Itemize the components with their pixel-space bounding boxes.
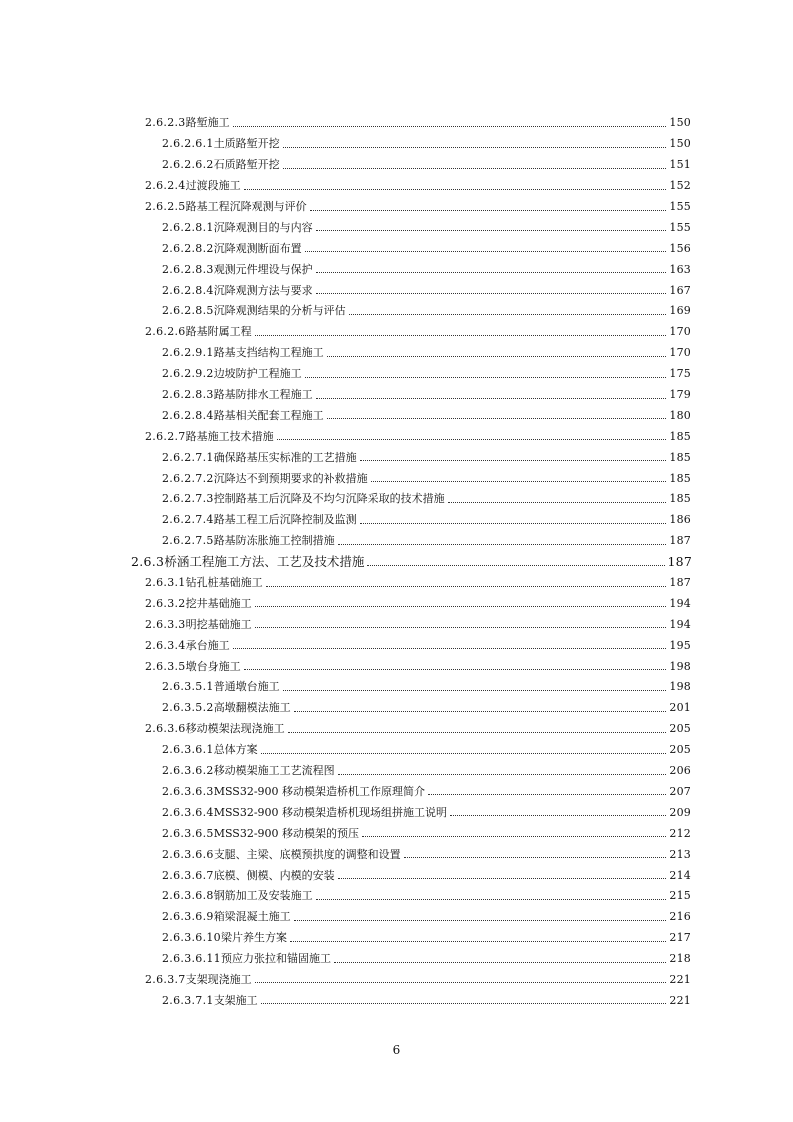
toc-entry-number: 2.6.2.7.2 xyxy=(162,471,214,485)
toc-entry-page: 167 xyxy=(669,283,691,297)
toc-entry-title: 墩台身施工 xyxy=(185,659,241,673)
toc-entry-page: 155 xyxy=(669,220,691,234)
toc-entry-title: 挖井基础施工 xyxy=(185,596,252,610)
toc-entry-page: 205 xyxy=(669,722,691,736)
toc-entry-page: 201 xyxy=(669,701,691,715)
toc-entry-page: 163 xyxy=(669,262,691,276)
toc-entry-title: 钻孔桩基础施工 xyxy=(185,576,263,590)
toc-entry-title: 路基工程沉降观测与评价 xyxy=(185,200,307,213)
toc-entry-page: 185 xyxy=(669,471,691,485)
dot-leader xyxy=(261,1003,667,1004)
dot-leader xyxy=(428,794,666,795)
toc-entry-number: 2.6.3.6.4 xyxy=(162,805,214,819)
toc-entry-number: 2.6.2.8.1 xyxy=(162,220,214,234)
toc-entry-number: 2.6.3.6.6 xyxy=(162,847,214,861)
toc-entry-title: 确保路基压实标准的工艺措施 xyxy=(213,450,357,464)
toc-entry-number: 2.6.3.6.8 xyxy=(162,889,214,903)
toc-entry-page: 194 xyxy=(669,596,691,610)
toc-entry-page: 221 xyxy=(669,972,691,986)
dot-leader xyxy=(294,920,667,921)
toc-entry-title: 路基工程工后沉降控制及监测 xyxy=(213,513,357,527)
dot-leader xyxy=(261,753,667,754)
dot-leader xyxy=(305,377,667,378)
toc-entry-page: 175 xyxy=(669,367,691,381)
toc-entry-number: 2.6.3.6.10 xyxy=(162,931,221,945)
toc-entry-page: 187 xyxy=(667,554,692,570)
toc-entry-title: 石质路堑开挖 xyxy=(213,158,280,172)
toc-entry-page: 170 xyxy=(669,346,691,360)
toc-entry-page: 187 xyxy=(669,576,691,590)
toc-entry-title: 路基防冻胀施工控制措施 xyxy=(213,534,335,548)
toc-entry[interactable] xyxy=(0,155,793,176)
toc-entry-number: 2.6.2.7.3 xyxy=(162,492,214,506)
toc-entry-page: 185 xyxy=(669,429,691,443)
toc-entry[interactable] xyxy=(0,176,793,197)
toc-entry-title: 底模、侧模、内模的安装 xyxy=(213,868,335,882)
toc-entry-number: 2.6.2.6.1 xyxy=(162,137,214,151)
toc-entry-title: 支架现浇施工 xyxy=(185,972,252,986)
toc-entry[interactable] xyxy=(0,280,793,301)
toc-entry-page: 155 xyxy=(669,200,691,213)
toc-entry[interactable] xyxy=(0,238,793,259)
toc-entry-number: 2.6.3.6.3 xyxy=(162,784,214,798)
toc-entry-number: 2.6.2.8.3 xyxy=(162,262,214,276)
toc-entry[interactable] xyxy=(0,928,793,949)
toc-entry-page: 205 xyxy=(669,743,691,757)
toc-entry-number: 2.6.3.6.1 xyxy=(162,743,214,757)
toc-entry-page: 150 xyxy=(669,116,691,130)
toc-entry-number: 2.6.3.5.1 xyxy=(162,680,214,694)
toc-entry-number: 2.6.3.5.2 xyxy=(162,701,214,715)
toc-entry[interactable] xyxy=(0,761,793,782)
toc-entry[interactable] xyxy=(0,322,793,343)
toc-entry-page: 198 xyxy=(669,680,691,694)
toc-entry-title: 边坡防护工程施工 xyxy=(213,367,302,381)
table-of-contents xyxy=(0,113,793,1011)
dot-leader xyxy=(404,857,667,858)
toc-entry[interactable] xyxy=(0,447,793,468)
dot-leader xyxy=(283,147,667,148)
toc-entry-number: 2.6.2.7.1 xyxy=(162,450,214,464)
toc-entry-title: 路堑施工 xyxy=(185,116,230,130)
toc-entry-title: 路基附属工程 xyxy=(185,325,252,339)
toc-entry-page: 218 xyxy=(669,952,691,966)
toc-entry-page: 186 xyxy=(669,513,691,527)
toc-entry-page: 187 xyxy=(669,534,691,548)
toc-entry-page: 185 xyxy=(669,492,691,506)
toc-entry-page: 221 xyxy=(669,993,691,1007)
dot-leader xyxy=(233,126,667,127)
toc-entry[interactable] xyxy=(0,907,793,928)
toc-entry-page: 150 xyxy=(669,137,691,151)
dot-leader xyxy=(327,418,667,419)
toc-entry[interactable] xyxy=(0,635,793,656)
toc-entry[interactable] xyxy=(0,886,793,907)
toc-entry[interactable] xyxy=(0,614,793,635)
toc-entry-number: 2.6.2.9.1 xyxy=(162,346,214,360)
toc-entry-number: 2.6.2.5 xyxy=(145,200,186,213)
dot-leader xyxy=(316,230,667,231)
toc-entry-number: 2.6.3 xyxy=(131,554,165,570)
toc-entry[interactable] xyxy=(0,197,793,218)
toc-entry-page: 195 xyxy=(669,638,691,652)
toc-entry-number: 2.6.2.4 xyxy=(145,179,186,193)
toc-entry-number: 2.6.3.6.9 xyxy=(162,910,214,924)
toc-entry-title: 路基施工技术措施 xyxy=(185,429,274,443)
toc-entry-page: 206 xyxy=(669,764,691,778)
toc-entry-title: MSS32-900 移动模架造桥机工作原理简介 xyxy=(213,784,426,798)
toc-entry-number: 2.6.3.6.5 xyxy=(162,826,214,840)
toc-entry-page: 170 xyxy=(669,325,691,339)
dot-leader xyxy=(327,356,667,357)
toc-entry-page: 194 xyxy=(669,617,691,631)
dot-leader xyxy=(338,774,667,775)
toc-entry-number: 2.6.3.6.7 xyxy=(162,868,214,882)
toc-entry[interactable] xyxy=(0,782,793,803)
toc-entry[interactable] xyxy=(0,343,793,364)
toc-entry[interactable] xyxy=(0,134,793,155)
toc-entry-title: 路基相关配套工程施工 xyxy=(213,408,324,422)
toc-entry[interactable] xyxy=(0,405,793,426)
toc-entry-number: 2.6.2.9.2 xyxy=(162,367,214,381)
toc-entry-title: 高墩翻模法施工 xyxy=(213,701,291,715)
dot-leader xyxy=(316,398,667,399)
toc-entry-number: 2.6.2.6.2 xyxy=(162,158,214,172)
toc-entry-page: 217 xyxy=(669,931,691,945)
toc-entry-title: 控制路基工后沉降及不均匀沉降采取的技术措施 xyxy=(213,492,445,506)
toc-entry-title: 明挖基础施工 xyxy=(185,617,252,631)
toc-entry-number: 2.6.3.6 xyxy=(145,722,186,736)
toc-entry[interactable] xyxy=(0,698,793,719)
toc-entry-number: 2.6.2.7.4 xyxy=(162,513,214,527)
toc-entry-title: 箱梁混凝土施工 xyxy=(213,910,291,924)
toc-entry-number: 2.6.3.6.2 xyxy=(162,764,214,778)
toc-entry-title: 沉降观测目的与内容 xyxy=(213,220,313,234)
toc-entry-title: 观测元件埋设与保护 xyxy=(213,262,313,276)
toc-entry-title: 预应力张拉和锚固施工 xyxy=(220,952,331,966)
toc-entry-title: 移动模架法现浇施工 xyxy=(185,722,285,736)
dot-leader xyxy=(288,732,667,733)
toc-entry-title: 过渡段施工 xyxy=(185,179,241,193)
toc-entry-title: 沉降观测方法与要求 xyxy=(213,283,313,297)
toc-entry-number: 2.6.2.6 xyxy=(145,325,186,339)
toc-entry-number: 2.6.2.8.2 xyxy=(162,241,214,255)
toc-entry-title: 钢筋加工及安装施工 xyxy=(213,889,313,903)
toc-entry[interactable] xyxy=(0,113,793,134)
toc-entry-page: 180 xyxy=(669,408,691,422)
dot-leader xyxy=(277,439,667,440)
dot-leader xyxy=(305,251,667,252)
dot-leader xyxy=(294,711,667,712)
toc-entry-page: 152 xyxy=(669,179,691,193)
dot-leader xyxy=(266,586,667,587)
dot-leader xyxy=(371,481,667,482)
toc-entry-title: 沉降观测结果的分析与评估 xyxy=(213,304,346,318)
toc-entry-title: 沉降观测断面布置 xyxy=(213,241,302,255)
toc-entry[interactable] xyxy=(0,970,793,991)
toc-entry[interactable] xyxy=(0,990,793,1011)
toc-entry-page: 151 xyxy=(669,158,691,172)
toc-entry-number: 2.6.2.8.3 xyxy=(162,388,214,402)
toc-entry[interactable] xyxy=(0,719,793,740)
dot-leader xyxy=(244,669,667,670)
toc-entry-number: 2.6.3.7.1 xyxy=(162,993,214,1007)
toc-entry[interactable] xyxy=(0,364,793,385)
toc-entry-title: 支腿、主梁、底模预拱度的调整和设置 xyxy=(213,847,401,861)
toc-entry-page: 156 xyxy=(669,241,691,255)
toc-entry-title: MSS32-900 移动模架造桥机现场组拼施工说明 xyxy=(213,805,448,819)
dot-leader xyxy=(244,189,667,190)
dot-leader xyxy=(283,690,667,691)
toc-entry[interactable] xyxy=(0,301,793,322)
toc-entry-title: 桥涵工程施工方法、工艺及技术措施 xyxy=(164,554,365,570)
toc-entry-title: 梁片养生方案 xyxy=(220,931,287,945)
toc-entry-number: 2.6.3.3 xyxy=(145,617,186,631)
toc-entry[interactable] xyxy=(0,802,793,823)
dot-leader xyxy=(255,335,667,336)
toc-entry-title: MSS32-900 移动模架的预压 xyxy=(213,826,360,840)
dot-leader xyxy=(448,502,667,503)
dot-leader xyxy=(362,836,666,837)
dot-leader xyxy=(338,544,667,545)
toc-entry-page: 185 xyxy=(669,450,691,464)
toc-entry-number: 2.6.3.2 xyxy=(145,596,186,610)
toc-entry[interactable] xyxy=(0,385,793,406)
toc-entry-number: 2.6.2.8.5 xyxy=(162,304,214,318)
dot-leader xyxy=(338,878,667,879)
toc-entry-page: 198 xyxy=(669,659,691,673)
toc-entry-page: 169 xyxy=(669,304,691,318)
toc-entry[interactable] xyxy=(0,552,793,573)
toc-entry-title: 路基支挡结构工程施工 xyxy=(213,346,324,360)
toc-entry[interactable] xyxy=(0,865,793,886)
toc-entry[interactable] xyxy=(0,531,793,552)
toc-entry-number: 2.6.2.3 xyxy=(145,116,186,130)
toc-entry[interactable] xyxy=(0,426,793,447)
toc-entry-title: 总体方案 xyxy=(213,743,258,757)
toc-entry-title: 普通墩台施工 xyxy=(213,680,280,694)
toc-entry[interactable] xyxy=(0,844,793,865)
toc-entry-number: 2.6.2.7 xyxy=(145,429,186,443)
toc-entry-number: 2.6.3.6.11 xyxy=(162,952,221,966)
toc-entry-page: 216 xyxy=(669,910,691,924)
dot-leader xyxy=(450,815,666,816)
toc-entry-number: 2.6.3.4 xyxy=(145,638,186,652)
toc-entry-page: 215 xyxy=(669,889,691,903)
toc-entry-number: 2.6.2.7.5 xyxy=(162,534,214,548)
toc-entry[interactable] xyxy=(0,740,793,761)
toc-entry-page: 213 xyxy=(669,847,691,861)
toc-entry[interactable] xyxy=(0,677,793,698)
dot-leader xyxy=(290,941,666,942)
dot-leader xyxy=(255,982,667,983)
toc-entry-page: 214 xyxy=(669,868,691,882)
dot-leader xyxy=(367,565,664,566)
toc-entry[interactable] xyxy=(0,656,793,677)
dot-leader xyxy=(233,648,667,649)
toc-entry[interactable] xyxy=(0,489,793,510)
dot-leader xyxy=(255,627,667,628)
toc-entry[interactable] xyxy=(0,573,793,594)
toc-entry-title: 移动模架施工工艺流程图 xyxy=(213,764,335,778)
dot-leader xyxy=(349,314,667,315)
toc-entry[interactable] xyxy=(0,217,793,238)
toc-entry-title: 路基防排水工程施工 xyxy=(213,388,313,402)
toc-entry-number: 2.6.3.5 xyxy=(145,659,186,673)
dot-leader xyxy=(255,606,667,607)
toc-entry[interactable] xyxy=(0,823,793,844)
toc-entry[interactable] xyxy=(0,593,793,614)
toc-entry[interactable] xyxy=(0,949,793,970)
page-number: 6 xyxy=(392,1043,401,1057)
toc-entry[interactable] xyxy=(0,259,793,280)
toc-entry-number: 2.6.2.8.4 xyxy=(162,283,214,297)
toc-entry[interactable] xyxy=(0,468,793,489)
toc-entry-page: 212 xyxy=(669,826,691,840)
dot-leader xyxy=(334,962,666,963)
toc-entry-title: 承台施工 xyxy=(185,638,230,652)
toc-entry-number: 2.6.3.7 xyxy=(145,972,186,986)
dot-leader xyxy=(316,272,667,273)
toc-entry-page: 207 xyxy=(669,784,691,798)
toc-entry-title: 支架施工 xyxy=(213,993,258,1007)
dot-leader xyxy=(360,523,667,524)
dot-leader xyxy=(310,210,667,211)
toc-entry-number: 2.6.3.1 xyxy=(145,576,186,590)
toc-entry-number: 2.6.2.8.4 xyxy=(162,408,214,422)
toc-entry-title: 土质路堑开挖 xyxy=(213,137,280,151)
dot-leader xyxy=(360,460,667,461)
toc-entry-page: 179 xyxy=(669,388,691,402)
dot-leader xyxy=(316,899,667,900)
toc-entry-title: 沉降达不到预期要求的补救措施 xyxy=(213,471,368,485)
toc-entry-page: 209 xyxy=(669,805,691,819)
dot-leader xyxy=(283,168,667,169)
toc-entry[interactable] xyxy=(0,510,793,531)
dot-leader xyxy=(316,293,667,294)
